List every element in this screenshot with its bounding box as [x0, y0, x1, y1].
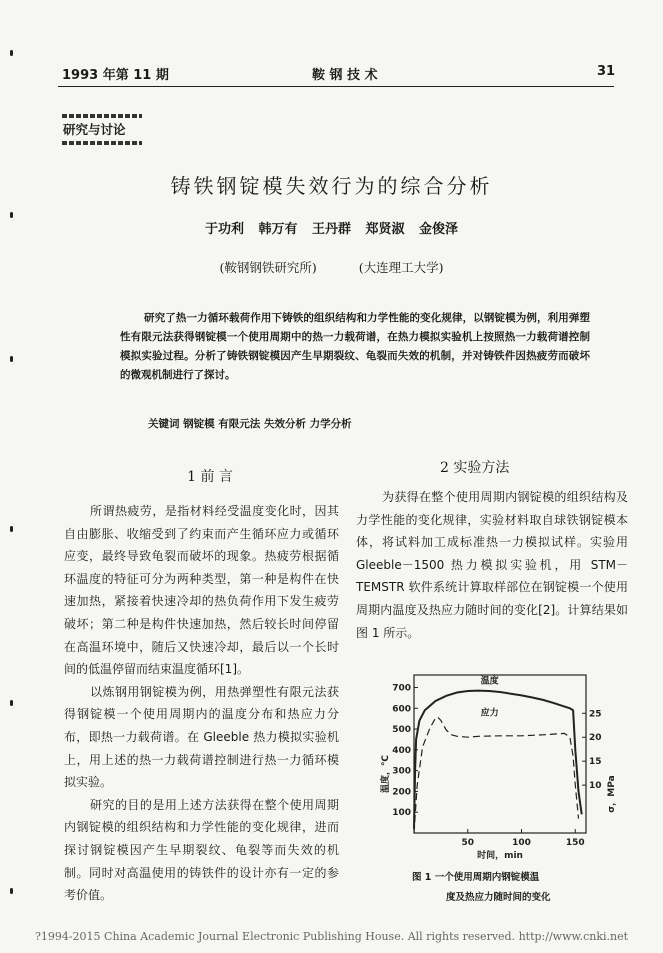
- x-tick-label: 150: [565, 838, 585, 848]
- y-right-tick-label: 20: [589, 733, 602, 744]
- method-heading: 2 实验方法: [440, 460, 510, 476]
- intro-paragraph: 研究的目的是用上述方法获得在整个使用周期内钢锭模的组织结构和力学性能的变化规律，进而探讨钢锭模因产生早期裂纹、龟裂等而失效的机制。同时对高温使用的铸铁件的设计亦有一定的参考价值。: [64, 797, 339, 903]
- temperature-stress-chart: [374, 655, 624, 870]
- y-left-tick-label: 400: [392, 745, 411, 756]
- y-left-tick-label: 500: [392, 725, 411, 736]
- x-axis-label: 时间，min: [477, 851, 523, 861]
- copyright-footer: ?1994-2015 China Academic Journal Electronic Publishing House. All rights reserved. http://www.cnki.net: [34, 930, 629, 943]
- section-ornament-bottom: [62, 141, 142, 145]
- method-body: [356, 486, 628, 644]
- header-rule: [58, 86, 614, 87]
- temperature-series-label: 温度: [480, 676, 499, 687]
- y-left-tick-label: 300: [392, 766, 411, 777]
- page-number: 31: [597, 64, 616, 79]
- keywords: 关键词 钢锭模 有限元法 失效分析 力学分析: [148, 418, 352, 430]
- x-tick-label: 100: [512, 838, 531, 848]
- y-right-tick-label: 25: [589, 709, 602, 720]
- section-label: 研究与讨论: [63, 122, 126, 137]
- y-left-tick-label: 600: [392, 704, 411, 715]
- abstract: 研究了热一力循环载荷作用下铸铁的组织结构和力学性能的变化规律，以钢锭模为例，利用弹塑性有限元法获得钢锭模一个使用周期中的热一力载荷谱，在热力模拟实验机上按照热一力载荷谱控制模拟实验过程。分析了铸铁钢锭模因产生早期裂纹、龟裂而失效的机制，并对铸铁件因热疲劳而破坏的微观机制进行了探讨。: [120, 312, 590, 381]
- y-right-tick-label: 15: [589, 757, 602, 768]
- scan-speck: [10, 700, 13, 706]
- figure-caption: [412, 868, 627, 908]
- scan-speck: [10, 50, 13, 56]
- intro-heading: 1 前 言: [187, 469, 233, 485]
- scan-speck: [10, 356, 13, 362]
- method-paragraph: 为获得在整个使用周期内钢锭模的组织结构及力学性能的变化规律，实验材料取自球铁钢锭模本体，将试料加工成标准热一力模拟试样。实验用 Gleeble－1500 热力模拟实验机，用 STM－TEMSTR 软件系统计算取样部位在钢锭模一个使用周期内温度及热应力随时间的变化[2]。计算结果如图 1 所示。: [356, 490, 628, 640]
- y-left-tick-label: 200: [392, 787, 411, 798]
- x-tick-label: 50: [461, 838, 475, 848]
- scan-speck: [10, 888, 13, 894]
- affiliation-2: (大连理工大学): [358, 260, 444, 275]
- y-right-axis-label: σ，MPa: [607, 775, 617, 813]
- affiliations: [0, 258, 663, 276]
- y-left-axis-label: 温度，℃: [381, 755, 391, 793]
- intro-body: [64, 500, 339, 907]
- figure-caption-line-1: 图 1 一个使用周期内钢锭模温: [412, 872, 540, 883]
- journal-name: 鞍 钢 技 术: [312, 68, 378, 83]
- stress-series-label: 应力: [480, 708, 499, 719]
- y-left-tick-label: 100: [392, 808, 411, 819]
- y-right-tick-label: 10: [589, 781, 602, 792]
- stress-line: [414, 717, 579, 833]
- scan-speck: [10, 526, 13, 532]
- figure-caption-line-2: 度及热应力随时间的变化: [446, 892, 551, 903]
- section-ornament-top: [62, 114, 142, 118]
- intro-paragraph: 所谓热疲劳，是指材料经受温度变化时，因其自由膨胀、收缩受到了约束而产生循环应力或循环应变，最终导致龟裂而破坏的现象。热疲劳根据循环温度的特征可分为两种类型，第一种是构件在快速加热，紧接着快速冷却的热负荷作用下发生疲劳破坏；第二种是构件快速加热，然后较长时间停留在高温环境中，随后又快速冷却，最后以一个长时间的低温停留而结束温度循环[1]。: [64, 504, 339, 677]
- paper-title: 铸铁钢锭模失效行为的综合分析: [170, 174, 493, 198]
- author-list: 于功利 韩万有 王丹群 郑贤淑 金俊泽: [204, 222, 459, 237]
- intro-paragraph: 以炼钢用钢锭模为例，用热弹塑性有限元法获得钢锭模一个使用周期内的温度分布和热应力分布，即热一力载荷谱。在 Gleeble 热力模拟实验机上，用上述的热一力载荷谱控制进行热一力循环模拟实验。: [64, 684, 339, 790]
- affiliation-1: (鞍钢钢铁研究所): [219, 260, 317, 275]
- y-left-tick-label: 700: [392, 683, 411, 694]
- issue-label: 1993 年第 11 期: [62, 68, 169, 83]
